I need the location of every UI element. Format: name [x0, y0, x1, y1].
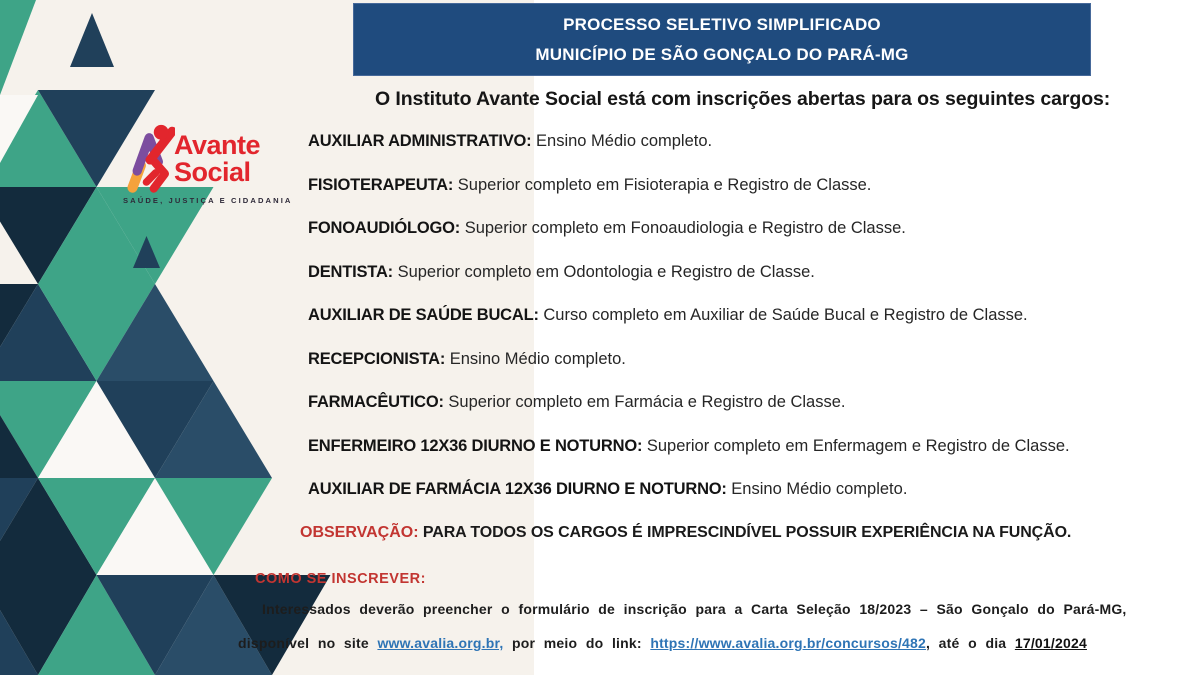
how-to-line2-pre: disponível no site [238, 635, 378, 651]
observation-text: PARA TODOS OS CARGOS É IMPRESCINDÍVEL POSSUIR EXPERIÊNCIA NA FUNÇÃO. [418, 524, 1072, 541]
position-desc: Ensino Médio completo. [531, 132, 713, 150]
position-desc: Ensino Médio completo. [726, 480, 908, 498]
title-banner [353, 3, 1091, 76]
position-desc: Superior completo em Farmácia e Registro de Classe. [443, 393, 846, 411]
intro-heading: O Instituto Avante Social está com inscrições abertas para os seguintes cargos: [375, 88, 1111, 110]
deadline-date: 17/01/2024 [1014, 635, 1087, 651]
how-to-apply-line2 [238, 635, 1087, 651]
position-desc: Superior completo em Odontologia e Registro de Classe. [392, 263, 815, 281]
observation-label: OBSERVAÇÃO: [300, 524, 419, 541]
avalia-concursos-link[interactable]: https://www.avalia.org.br/concursos/482 [650, 635, 926, 651]
position-desc: Superior completo em Fonoaudiologia e Registro de Classe. [460, 219, 906, 237]
avalia-site-link[interactable]: www.avalia.org.br, [377, 635, 504, 651]
list-item [308, 176, 871, 195]
logo-word-avante: Avante [174, 130, 261, 160]
observation-note [300, 524, 1071, 542]
position-label: AUXILIAR ADMINISTRATIVO: [308, 132, 532, 150]
position-label: FONOAUDIÓLOGO: [308, 219, 461, 237]
list-item [308, 132, 712, 151]
list-item [308, 219, 906, 238]
logo-wordmark [174, 132, 260, 186]
banner-line2: MUNICÍPIO DE SÃO GONÇALO DO PARÁ-MG [535, 44, 909, 64]
position-label: FISIOTERAPEUTA: [308, 176, 454, 194]
list-item [308, 437, 1070, 456]
position-label: RECEPCIONISTA: [308, 350, 446, 368]
banner-line1: PROCESSO SELETIVO SIMPLIFICADO [563, 15, 881, 35]
logo-tagline: SAÚDE, JUSTIÇA E CIDADANIA [123, 196, 293, 205]
how-to-apply-title: COMO SE INSCREVER: [255, 571, 426, 587]
how-to-line2-after: , até o dia [926, 635, 1015, 651]
position-desc: Superior completo em Enfermagem e Registro de Classe. [642, 437, 1070, 455]
logo-word-social: Social [174, 157, 251, 187]
position-desc: Ensino Médio completo. [445, 350, 626, 368]
position-desc: Superior completo em Fisioterapia e Registro de Classe. [453, 176, 872, 194]
position-desc: Curso completo em Auxiliar de Saúde Bucal e Registro de Classe. [538, 306, 1028, 324]
list-item [308, 306, 1028, 325]
list-item [308, 350, 626, 369]
how-to-line2-mid: por meio do link: [503, 635, 651, 651]
avante-logo-figure-icon [127, 122, 175, 196]
position-label: AUXILIAR DE SAÚDE BUCAL: [308, 306, 539, 324]
how-to-apply-line1: Interessados deverão preencher o formulário de inscrição para a Carta Seleção 18/2023 – São Gonçalo do Pará-MG, [262, 601, 1127, 617]
position-label: AUXILIAR DE FARMÁCIA 12X36 DIURNO E NOTURNO: [308, 480, 727, 498]
list-item [308, 393, 845, 412]
list-item [308, 480, 907, 499]
position-label: ENFERMEIRO 12X36 DIURNO E NOTURNO: [308, 437, 643, 455]
list-item [308, 263, 815, 282]
position-label: DENTISTA: [308, 263, 393, 281]
position-label: FARMACÊUTICO: [308, 393, 444, 411]
